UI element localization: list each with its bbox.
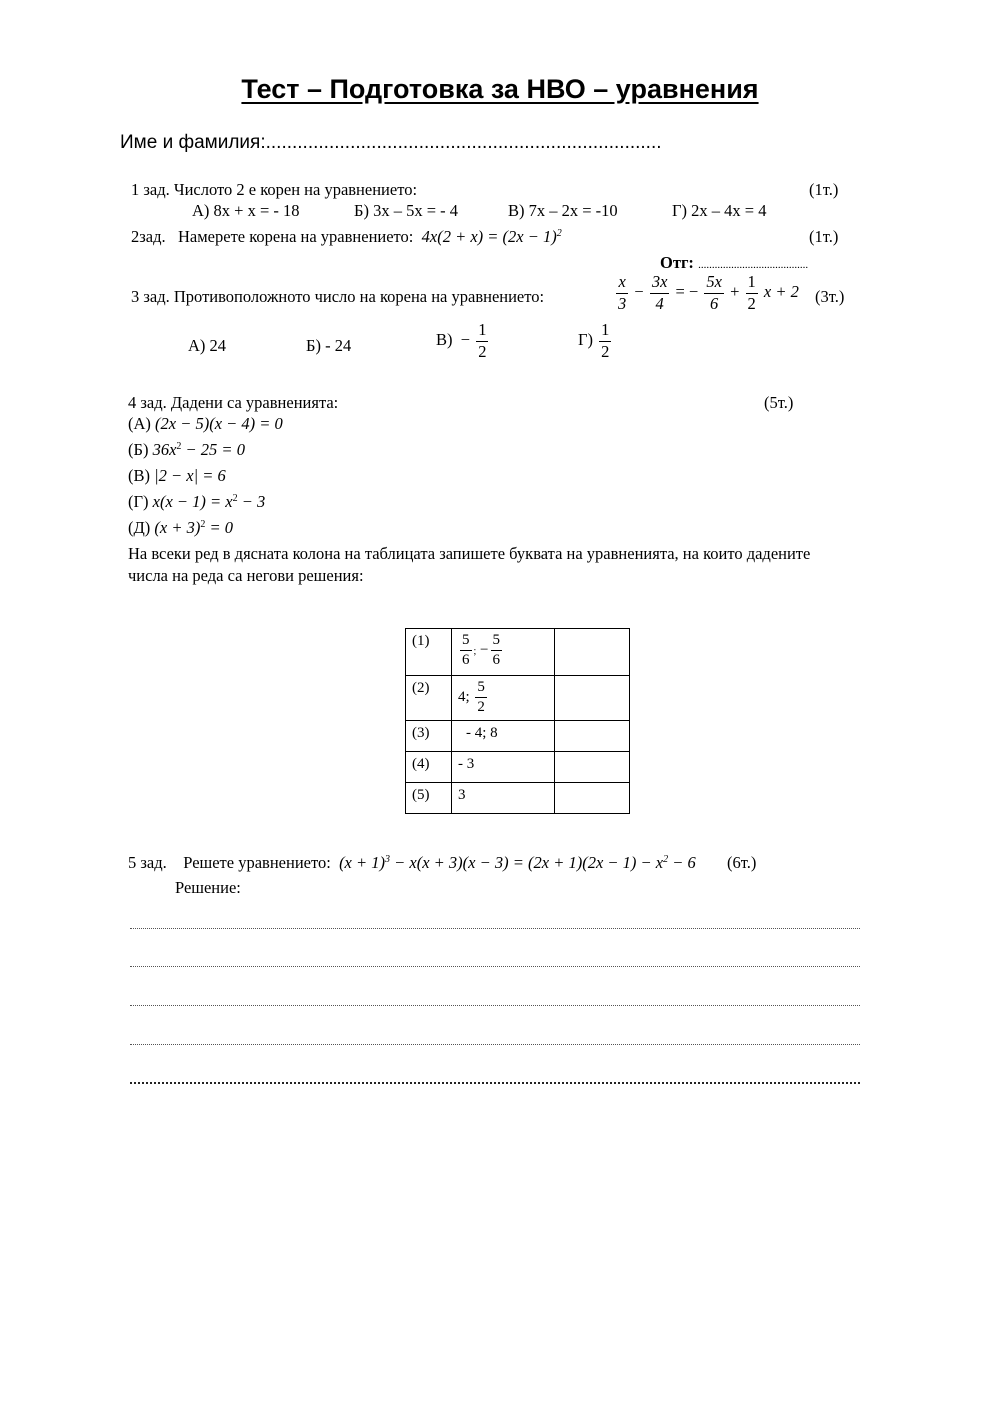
- task3-question: [131, 287, 544, 307]
- table-row: [406, 721, 630, 752]
- row-number: (3): [406, 721, 452, 752]
- task5-label: 5 зад.: [128, 853, 167, 872]
- task5-text: Решете уравнението:: [183, 853, 331, 872]
- answer-table: [405, 628, 630, 814]
- answer-line[interactable]: [130, 966, 860, 967]
- row-values: - 3: [452, 752, 555, 783]
- task2-points: (1т.): [809, 227, 839, 246]
- task4-label: 4 зад.: [128, 393, 167, 412]
- name-label: Име и фамилия:: [120, 132, 266, 153]
- row-number: (4): [406, 752, 452, 783]
- task4-equation-d: (Г) $x(x - 1) = x^2 - 3$: [128, 492, 266, 511]
- task3-text: Противоположното число на корена на уравнението:: [173, 287, 545, 306]
- task3-label: 3 зад.: [131, 287, 170, 306]
- row-values: 3: [452, 783, 555, 814]
- page-title: Тест – Подготовка за НВО – уравнения: [241, 74, 759, 104]
- answer-cell[interactable]: [555, 783, 630, 814]
- name-field[interactable]: [120, 132, 662, 154]
- row-number: (1): [406, 629, 452, 676]
- task3-equation: $\frac{x}{3}$ − $\frac{3x}{4}$ = − $\frac{5x}{6}$ + $\frac{1}{2}$ x + 2: [618, 272, 799, 313]
- table-row: [406, 783, 630, 814]
- task1-text: Числото 2 е корен на уравнението:: [173, 180, 418, 199]
- task4-equation-c: (В) |2 − x| = 6: [128, 466, 226, 485]
- task3-option-a: А) 24: [188, 336, 227, 355]
- answer-cell[interactable]: [555, 629, 630, 676]
- task2-answer[interactable]: [660, 253, 808, 273]
- row-values: $\frac{5}{6}$ ; − $\frac{5}{6}$: [452, 629, 555, 676]
- task4-instruction-line1: На всеки ред в дясната колона на таблицата запишете буквата на уравненията, на които дадените: [128, 544, 811, 563]
- task4-equation-a: (А) (2x − 5)(x − 4) = 0: [128, 414, 283, 433]
- answer-line[interactable]: [130, 1005, 860, 1006]
- task1-label: 1 зад.: [131, 180, 170, 199]
- task2-equation: $4x(2 + x) = (2x - 1)^2$: [421, 227, 562, 246]
- task1-option-b: Б) 3x – 5x = - 4: [354, 201, 459, 220]
- task4-equation-e: (Д) $(x + 3)^2 = 0$: [128, 518, 233, 537]
- row-number: (2): [406, 676, 452, 721]
- task4-equation-b: (Б) $36x^2 - 25 = 0$: [128, 440, 245, 459]
- row-values: - 4; 8: [452, 721, 555, 752]
- task4-text: Дадени са уравненията:: [170, 393, 339, 412]
- row-number: (5): [406, 783, 452, 814]
- task5-equation: $(x + 1)^3 - x(x + 3)(x - 3) = (2x + 1)(2x - 1) - x^2 - 6$: [339, 853, 696, 872]
- table-row: [406, 629, 630, 676]
- task1-option-a: А) 8x + x = - 18: [192, 201, 300, 220]
- table-row: [406, 752, 630, 783]
- task3-option-c: В) − $\frac{1}{2}$: [436, 320, 487, 361]
- task2-answer-dots: ........................................: [698, 259, 809, 271]
- answer-cell[interactable]: [555, 752, 630, 783]
- frac-5x-6: $\frac{5x}{6}$: [706, 272, 722, 313]
- task2-answer-label: Отг:: [660, 253, 694, 272]
- task4-question: [128, 393, 338, 413]
- task3-option-b: Б) - 24: [306, 336, 352, 355]
- answer-cell[interactable]: [555, 676, 630, 721]
- task1-question: [131, 180, 417, 200]
- task4-instruction-line2: числа на реда са негови решения:: [128, 566, 364, 585]
- answer-cell[interactable]: [555, 721, 630, 752]
- answer-line[interactable]: [130, 928, 860, 929]
- task1-points: (1т.): [809, 180, 839, 199]
- task2-text: Намерете корена на уравнението:: [178, 227, 414, 246]
- name-dots: ...........................................................................: [265, 132, 662, 153]
- task2-question: [131, 227, 562, 247]
- frac-x-3: $\frac{x}{3}$: [618, 272, 627, 313]
- task5-points: (6т.): [727, 853, 757, 872]
- task3-points: (3т.): [815, 287, 845, 306]
- task1-option-c: В) 7x – 2x = -10: [508, 201, 618, 220]
- frac-1-2: $\frac{1}{2}$: [747, 272, 756, 313]
- row-values: 4; $\frac{5}{2}$: [452, 676, 555, 721]
- task1-option-d: Г) 2x – 4x = 4: [672, 201, 767, 220]
- answer-line[interactable]: [130, 1082, 860, 1084]
- table-row: [406, 676, 630, 721]
- task4-points: (5т.): [764, 393, 794, 412]
- task5-solution-label: Решение:: [175, 878, 241, 897]
- task2-label: 2зад.: [131, 227, 166, 246]
- task3-option-d: Г) $\frac{1}{2}$: [578, 320, 610, 361]
- answer-line[interactable]: [130, 1044, 860, 1045]
- frac-3x-4: $\frac{3x}{4}$: [651, 272, 668, 313]
- task5-question: [128, 853, 696, 873]
